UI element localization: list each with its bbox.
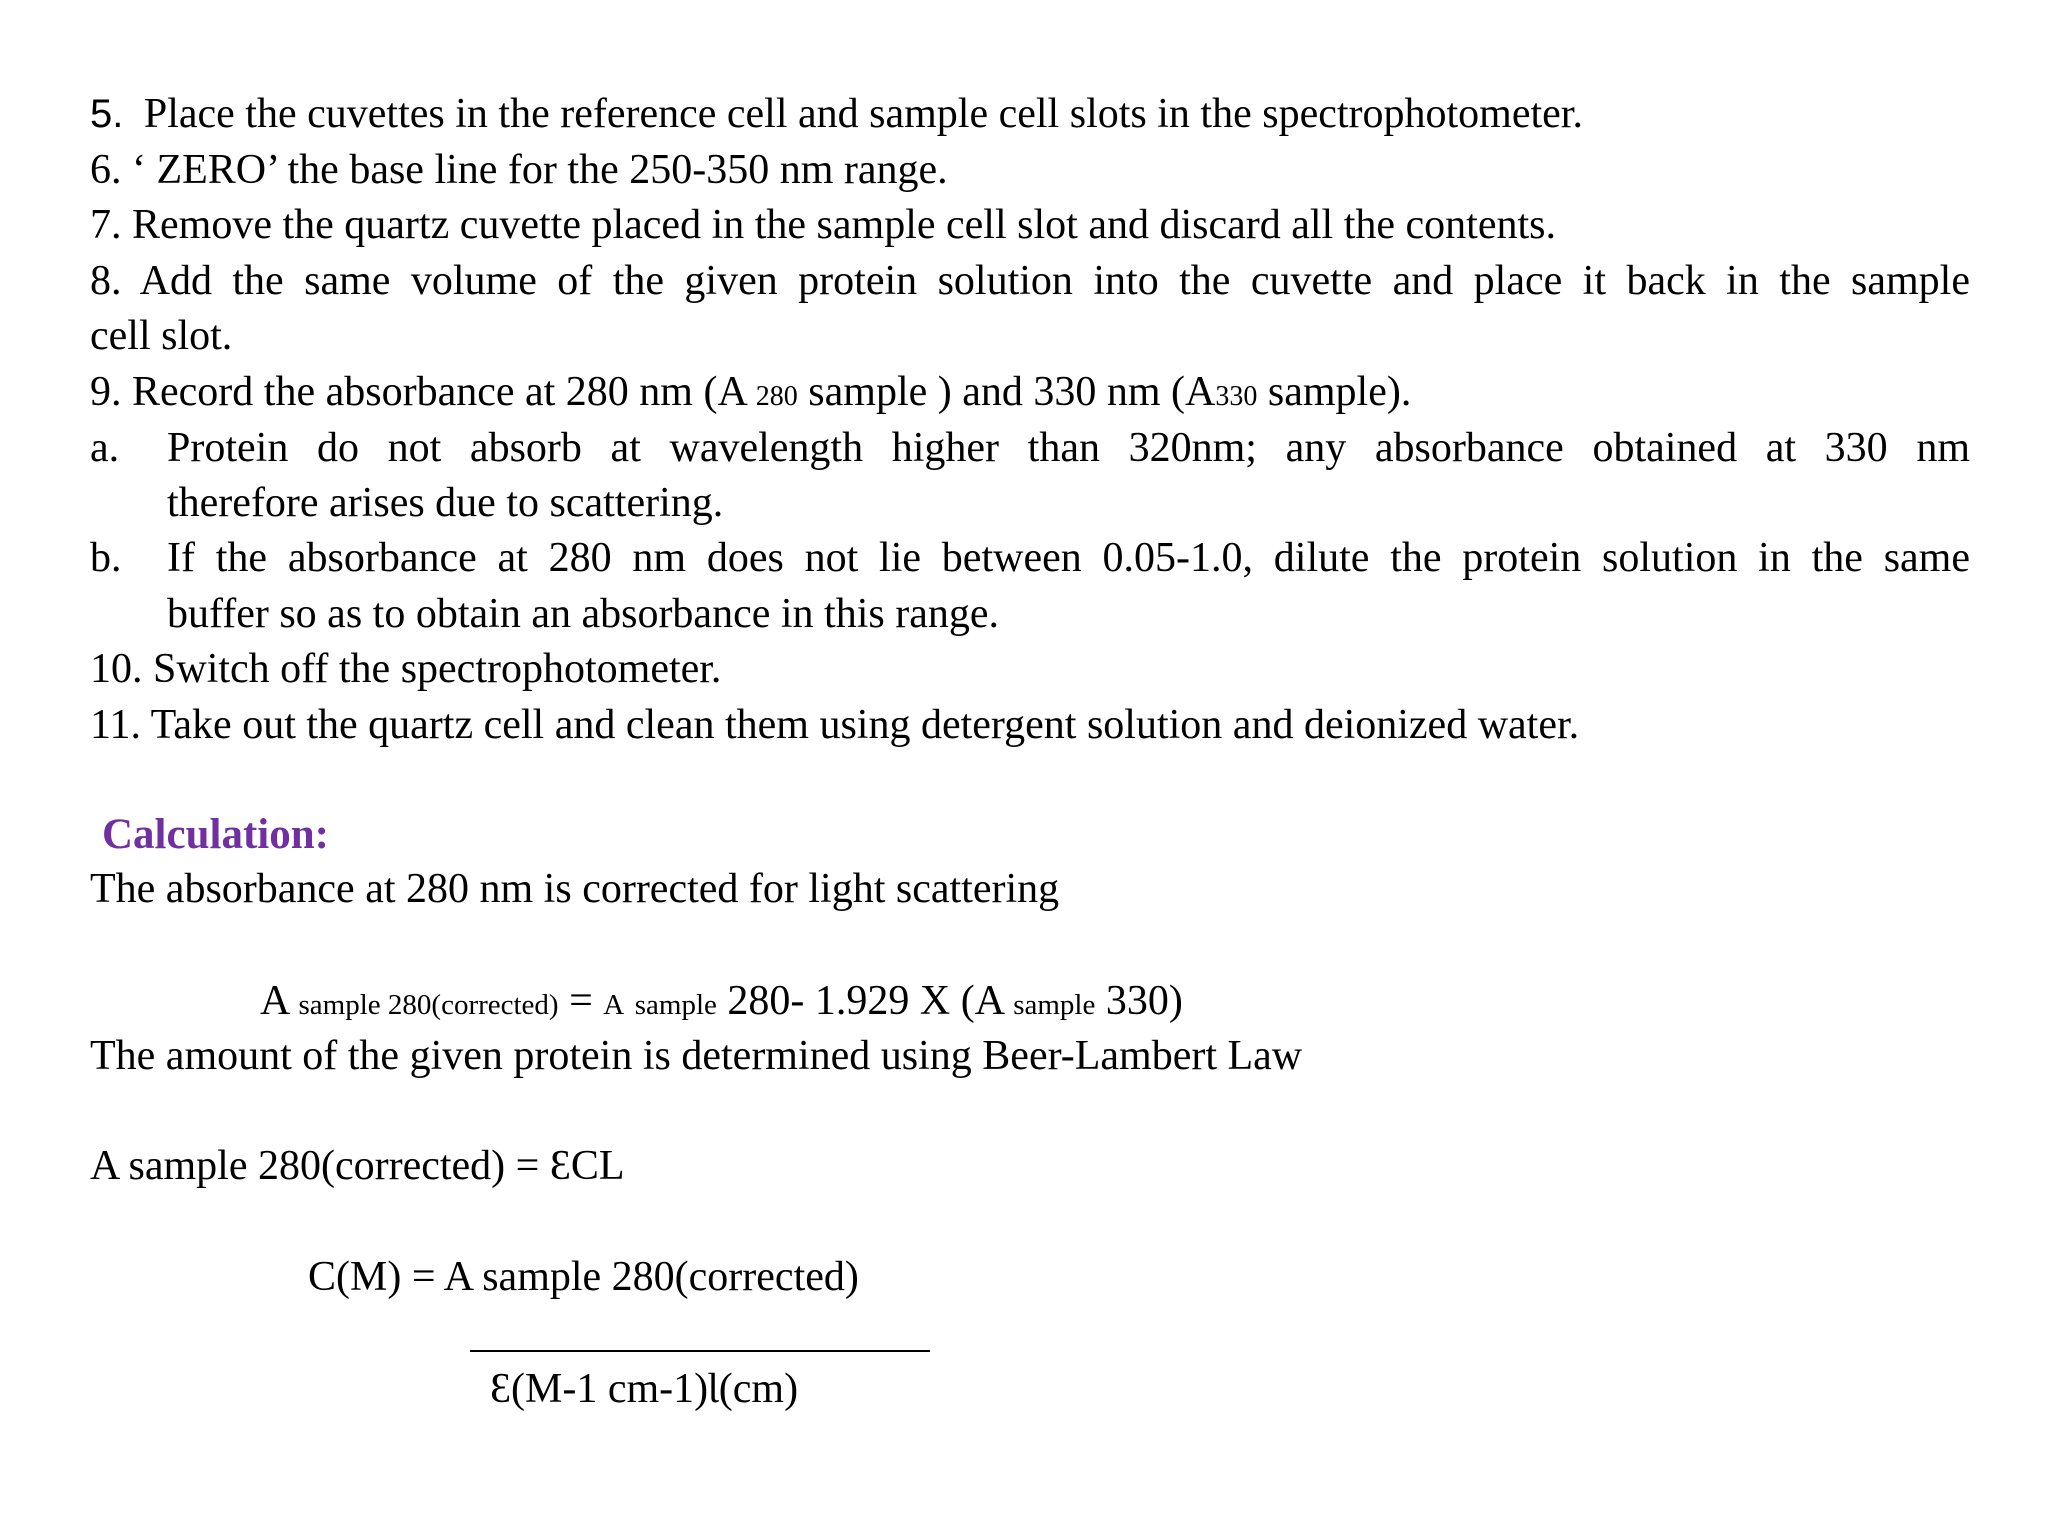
eq1-middle: 280- 1.929 X (A bbox=[727, 978, 1003, 1024]
calculation-heading: Calculation: bbox=[102, 811, 329, 858]
eq1-a1: A bbox=[260, 978, 289, 1024]
step-11: 11. Take out the quartz cell and clean them using detergent solution and deionized water. bbox=[90, 702, 1580, 748]
sub-item-a-line-1: Protein do not absorb at wavelength higher than 320nm; any absorbance obtained at 330 nm bbox=[167, 425, 1970, 471]
step-8-line-2: cell slot. bbox=[90, 313, 233, 359]
step-5 bbox=[90, 93, 1583, 135]
eq1-subscript-1: sample 280(corrected) bbox=[298, 989, 559, 1021]
eq1-end: 330) bbox=[1105, 978, 1183, 1024]
sub-item-b-line-1: If the absorbance at 280 nm does not lie between 0.05-1.0, dilute the protein solution in the same bbox=[167, 535, 1970, 581]
step-7: 7. Remove the quartz cuvette placed in the sample cell slot and discard all the contents. bbox=[90, 202, 1557, 248]
eq1-a2: A bbox=[603, 989, 625, 1021]
sub-item-a-line-2: therefore arises due to scattering. bbox=[167, 480, 724, 526]
concentration-denominator: Ɛ(M-1 cm-1)Ɩ(cm) bbox=[490, 1366, 799, 1412]
step-6: 6. ‘ ZERO’ the base line for the 250-350 nm range. bbox=[90, 147, 948, 193]
step-9-subscript-330: 330 bbox=[1215, 381, 1258, 412]
sub-item-a-label: a. bbox=[90, 425, 120, 471]
sub-item-b-label: b. bbox=[90, 535, 122, 581]
step-10: 10. Switch off the spectrophotometer. bbox=[90, 646, 722, 692]
step-9-part-1: 9. Record the absorbance at 280 nm (A bbox=[90, 369, 748, 415]
sub-item-b-line-2: buffer so as to obtain an absorbance in this range. bbox=[167, 591, 999, 637]
concentration-numerator: C(M) = A sample 280(corrected) bbox=[308, 1254, 859, 1300]
eq1-subscript-2: sample bbox=[634, 989, 717, 1021]
step-9 bbox=[90, 371, 1411, 413]
corrected-absorbance-equation bbox=[260, 980, 1183, 1022]
step-5-text: Place the cuvettes in the reference cell and sample cell slots in the spectrophotometer. bbox=[143, 91, 1583, 137]
eq1-subscript-3: sample bbox=[1013, 989, 1096, 1021]
beer-lambert-equation: A sample 280(corrected) = ƐCL bbox=[90, 1143, 625, 1189]
step-8-line-1: 8. Add the same volume of the given protein solution into the cuvette and place it back in the sample bbox=[90, 258, 1970, 304]
step-9-subscript-280: 280 bbox=[755, 381, 798, 412]
step-9-part-2: sample ) and 330 nm (A bbox=[808, 369, 1216, 415]
calculation-intro: The absorbance at 280 nm is corrected for light scattering bbox=[90, 866, 1060, 912]
step-5-number: 5. bbox=[90, 92, 124, 136]
step-9-part-3: sample). bbox=[1267, 369, 1412, 415]
fraction-bar bbox=[470, 1350, 930, 1352]
eq1-equals: = bbox=[569, 978, 593, 1024]
beer-lambert-intro: The amount of the given protein is determined using Beer-Lambert Law bbox=[90, 1033, 1303, 1079]
